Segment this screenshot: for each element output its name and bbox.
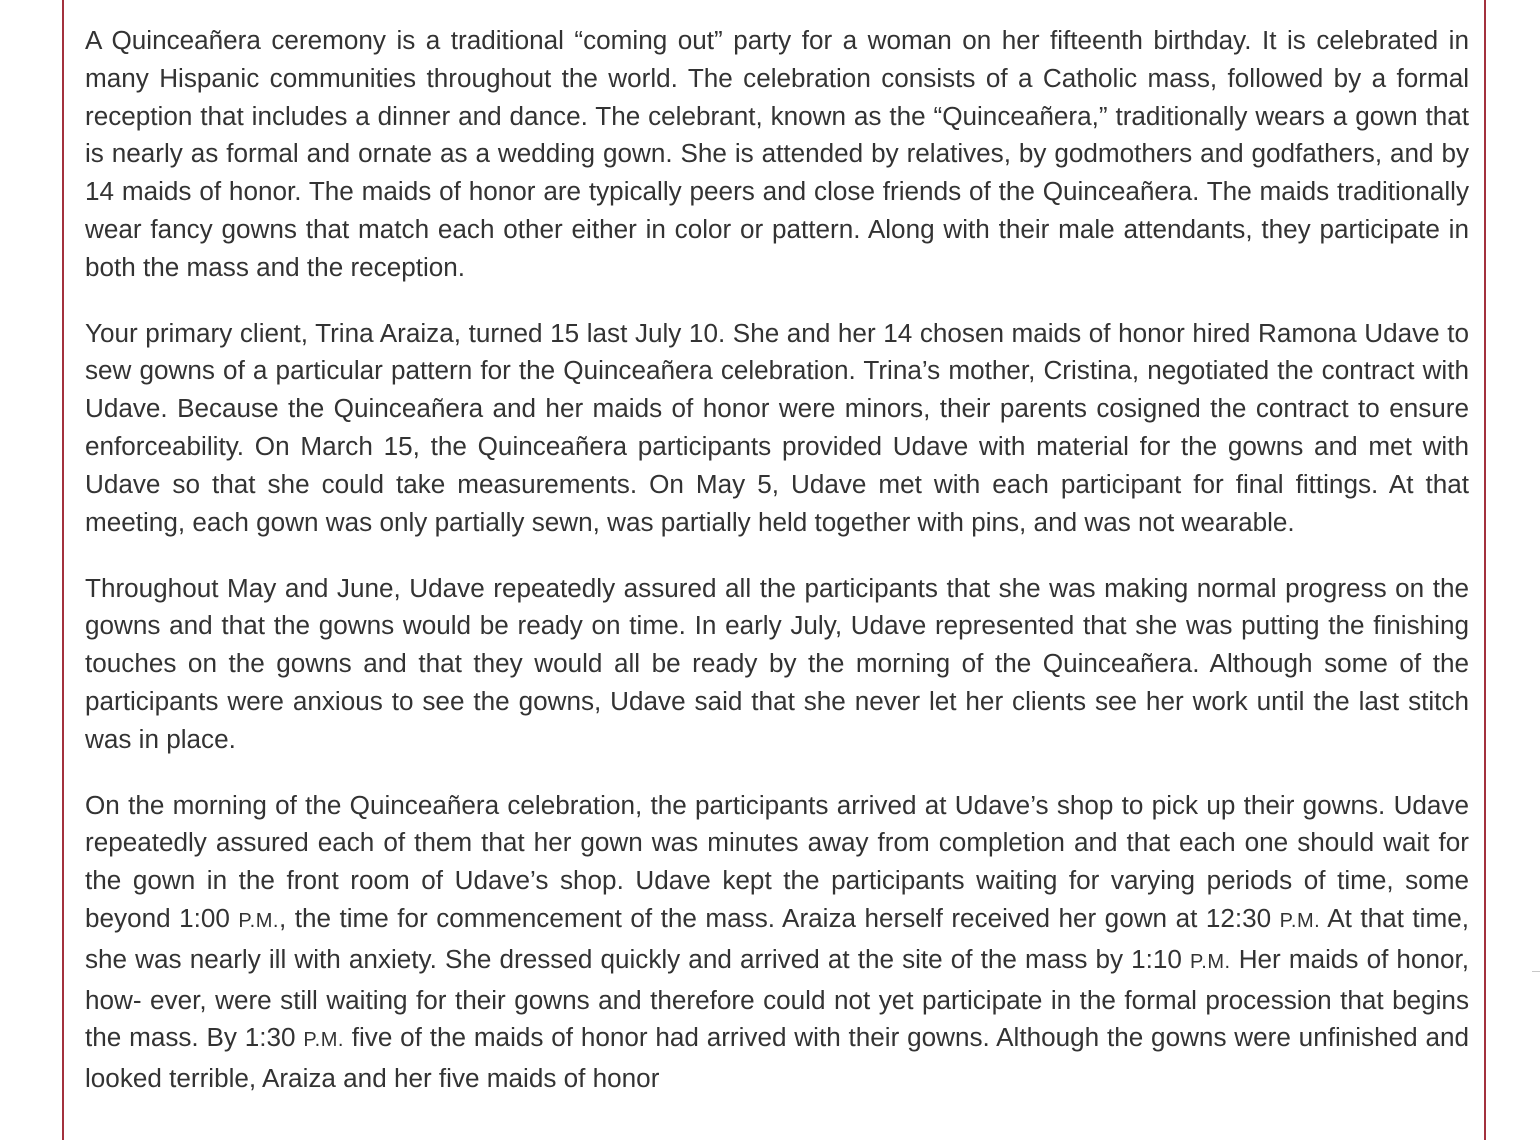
- paragraph-4-text-a: On the morning of the Quinceañera celebration, the participants arrived at Udave’s shop to pick up their gowns. Udave repeatedly assured each of them that her gown was minutes away from completion and that each one should wait for the gown in the front room of Udave’s shop. Udave kept the participants waiting for varying periods of time, some beyond 1:00: [85, 789, 1469, 934]
- paragraph-4-text-e: five of the maids of honor had arrived with their gowns. Although the gowns were unfinished and looked terrible, Araiza and her five maids of honor: [85, 1022, 1469, 1094]
- paragraph-1-text: A Quinceañera ceremony is a traditional “coming out” party for a woman on her fifteenth birthday. It is celebrated in many Hispanic communities throughout the world. The celebration consists of a Catholic mass, followed by a formal reception that includes a dinner and dance. The celebrant, known as the “Quinceañera,” traditionally wears a gown that is nearly as formal and ornate as a wedding gown. She is attended by relatives, by godmothers and godfathers, and by 14 maids of honor. The maids of honor are typically peers and close friends of the Quinceañera. The maids traditionally wear fancy gowns that match each other either in color or pattern. Along with their male attendants, they participate in both the mass and the reception.: [85, 25, 1469, 282]
- paragraph-3: [85, 570, 1469, 759]
- paragraph-4: [85, 787, 1469, 1098]
- paragraph-3-text: Throughout May and June, Udave repeatedly assured all the participants that she was making normal progress on the gowns and that the gowns would be ready on time. In early July, Udave represented that she was putting the finishing touches on the gowns and that they would all be ready by the morning of the Quinceañera. Although some of the participants were anxious to see the gowns, Udave said that she never let her clients see her work until the last stitch was in place.: [85, 572, 1469, 754]
- paragraph-1: [85, 22, 1469, 287]
- scroll-edge-marker: [1532, 971, 1540, 972]
- document-passage: [85, 22, 1469, 1098]
- paragraph-2-text: Your primary client, Trina Araiza, turned 15 last July 10. She and her 14 chosen maids of honor hired Ramona Udave to sew gowns of a particular pattern for the Quinceañera celebration. Trina’s mother, Cristina, negotiated the contract with Udave. Because the Quinceañera and her maids of honor were minors, their parents cosigned the contract to ensure enforceability. On March 15, the Quinceañera participants provided Udave with material for the gowns and met with Udave so that she could take measurements. On May 5, Udave met with each participant for final fittings. At that meeting, each gown was only partially sewn, was partially held together with pins, and was not wearable.: [85, 317, 1469, 537]
- time-suffix: P.M.: [238, 910, 279, 933]
- time-suffix: P.M.: [303, 1029, 344, 1052]
- time-suffix: P.M.: [1279, 910, 1321, 933]
- paragraph-4-text-d: Her maids of honor, how- ever, were still waiting for their gowns and therefore could not yet participate in the formal procession that begins the mass. By 1:30: [85, 943, 1469, 1053]
- paragraph-2: [85, 315, 1469, 542]
- time-suffix: P.M.: [1190, 950, 1231, 973]
- paragraph-4-text-b: , the time for commencement of the mass. Araiza herself received her gown at 12:30: [278, 903, 1280, 934]
- paragraph-4-text-c: At that time, she was nearly ill with anxiety. She dressed quickly and arrived at the site of the mass by 1:10: [85, 903, 1469, 974]
